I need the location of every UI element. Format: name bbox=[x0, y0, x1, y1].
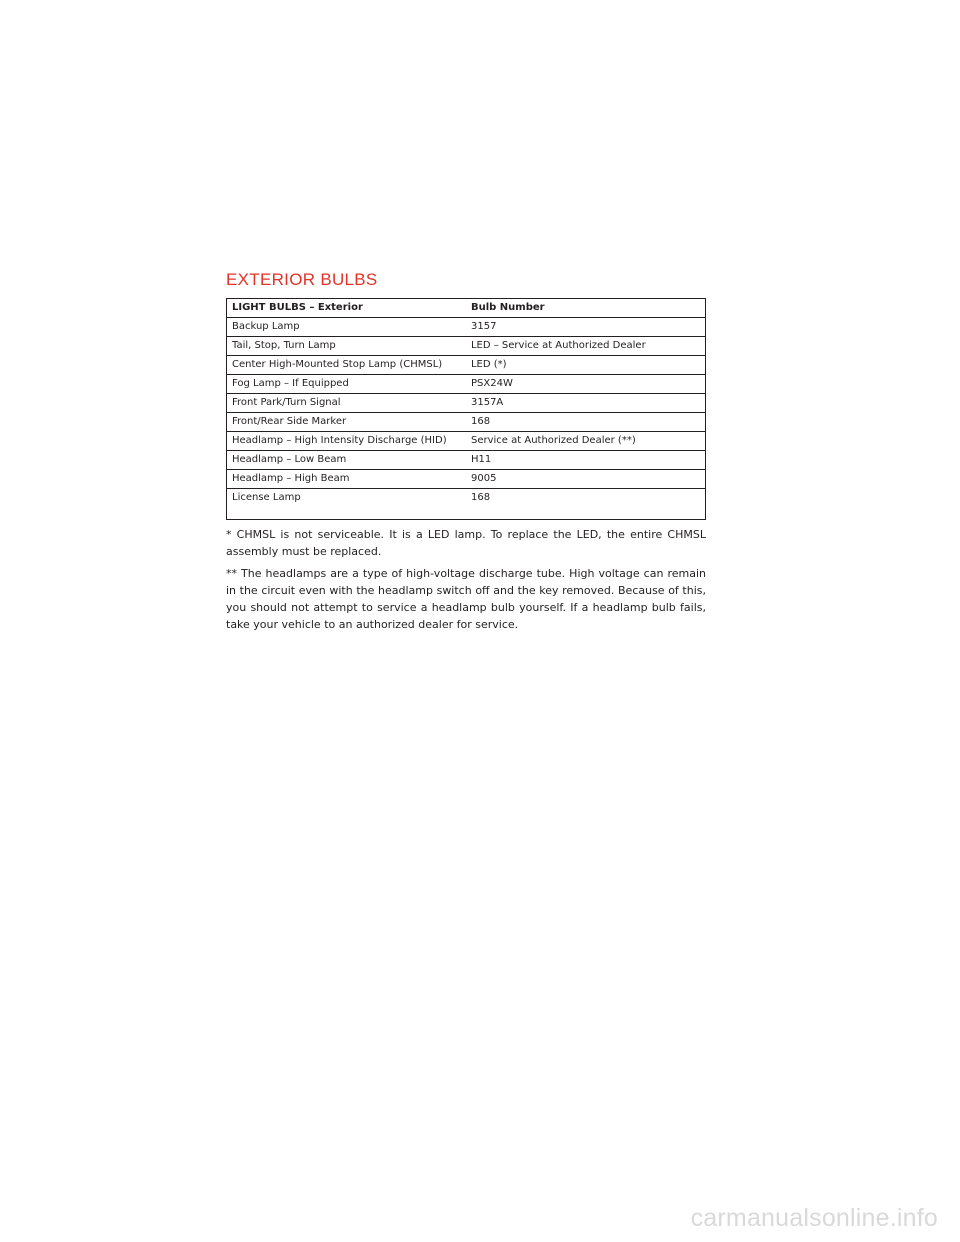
bulb-name: Headlamp – Low Beam bbox=[227, 451, 466, 470]
table-row bbox=[227, 489, 706, 520]
table-row bbox=[227, 451, 706, 470]
section-title: EXTERIOR BULBS bbox=[226, 270, 378, 289]
table-header-row bbox=[227, 299, 706, 318]
watermark-text: carmanualsonline.info bbox=[690, 1204, 938, 1232]
bulb-name: Tail, Stop, Turn Lamp bbox=[227, 337, 466, 356]
bulb-name: Fog Lamp – If Equipped bbox=[227, 375, 466, 394]
bulb-table bbox=[226, 298, 706, 520]
bulb-name: Backup Lamp bbox=[227, 318, 466, 337]
table-row bbox=[227, 413, 706, 432]
table-row bbox=[227, 375, 706, 394]
table-row bbox=[227, 318, 706, 337]
column-header-bulb-number: Bulb Number bbox=[466, 299, 706, 318]
bulb-number: H11 bbox=[466, 451, 706, 470]
bulb-name: Headlamp – High Beam bbox=[227, 470, 466, 489]
bulb-number: 168 bbox=[466, 489, 706, 520]
bulb-number: 9005 bbox=[466, 470, 706, 489]
footnote-chmsl: * CHMSL is not serviceable. It is a LED lamp. To replace the LED, the entire CHMSL assembly must be replaced. bbox=[226, 528, 706, 558]
table-row bbox=[227, 470, 706, 489]
bulb-number: Service at Authorized Dealer (**) bbox=[466, 432, 706, 451]
bulb-number: LED – Service at Authorized Dealer bbox=[466, 337, 706, 356]
bulb-name: Front Park/Turn Signal bbox=[227, 394, 466, 413]
bulb-number: 3157A bbox=[466, 394, 706, 413]
page-content bbox=[226, 270, 706, 633]
table-row bbox=[227, 432, 706, 451]
column-header-light-bulbs: LIGHT BULBS – Exterior bbox=[227, 299, 466, 318]
bulb-name: License Lamp bbox=[227, 489, 466, 520]
table-row bbox=[227, 394, 706, 413]
bulb-name: Center High-Mounted Stop Lamp (CHMSL) bbox=[227, 356, 466, 375]
bulb-number: LED (*) bbox=[466, 356, 706, 375]
bulb-number: 3157 bbox=[466, 318, 706, 337]
bulb-name: Headlamp – High Intensity Discharge (HID) bbox=[227, 432, 466, 451]
bulb-number: 168 bbox=[466, 413, 706, 432]
bulb-name: Front/Rear Side Marker bbox=[227, 413, 466, 432]
table-row bbox=[227, 337, 706, 356]
table-row bbox=[227, 356, 706, 375]
footnote-headlamps: ** The headlamps are a type of high-voltage discharge tube. High voltage can remain in the circuit even with the headlamp switch off and the key removed. Because of this, you should not attempt to service a headlamp bulb yourself. If a headlamp bulb fails, take your vehicle to an authorized dealer for service. bbox=[226, 567, 706, 631]
bulb-number: PSX24W bbox=[466, 375, 706, 394]
